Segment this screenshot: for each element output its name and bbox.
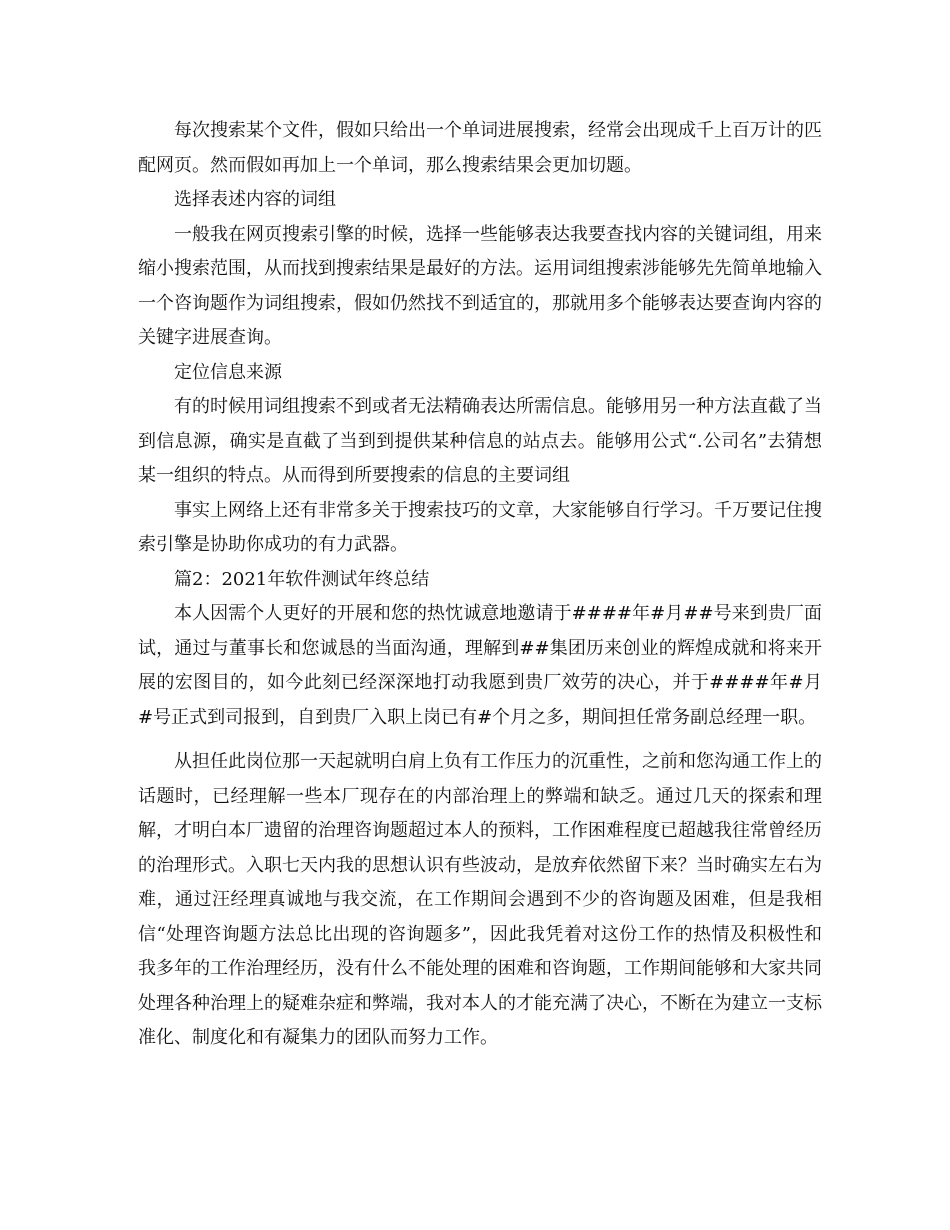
paragraph-introduction: 本人因需个人更好的开展和您的热忱诚意地邀请于####年#月##号来到贵厂面试，通过与董事长和您诚恳的当面沟通，理解到##集团历来创业的辉煌成就和将来开展的宏图目的，如今此刻已经深深地打动我愿到贵厂效劳的决心，并于####年#月#号正式到司报到，自到贵厂入职上岗已有#个月之多，期间担任常务副总经理一职。 xyxy=(138,603,822,728)
paragraph-work-experience: 从担任此岗位那一天起就明白肩上负有工作压力的沉重性，之前和您沟通工作上的话题时，已经理解一些本厂现存在的内部治理上的弊端和缺乏。通过几天的探索和理解，才明白本厂遗留的治理咨询题超过本人的预料，工作困难程度已超越我往常曾经历的治理形式。入职七天内我的思想认识有些波动，是放弃依然留下来？当时确实左右为难，通过汪经理真诚地与我交流，在工作期间会遇到不少的咨询题及困难，但是我相信“处理咨询题方法总比出现的咨询题多”，因此我凭着对这份工作的热情及积极性和我多年的工作治理经历，没有什么不能处理的困难和咨询题，工作期间能够和大家共同处理各种治理上的疑难杂症和弊端，我对本人的才能充满了决心，不断在为建立一支标准化、制度化和有凝集力的团队而努力工作。 xyxy=(138,751,822,1048)
paragraph-gap xyxy=(138,735,822,745)
paragraph-search-tips: 事实上网络上还有非常多关于搜索技巧的文章，大家能够自行学习。千万要记住搜索引擎是协助你成功的有力武器。 xyxy=(138,499,822,555)
document-body xyxy=(138,114,822,1056)
heading-locate-source: 定位信息来源 xyxy=(174,361,282,383)
paragraph-phrase-search: 一般我在网页搜索引擎的时候，选择一些能够表达我要查找内容的关键词组，用来缩小搜索范围，从而找到搜索结果是最好的方法。运用词组搜索涉能够先先简单地输入一个咨询题作为词组搜索，假如仍然找不到适宜的，那就用多个能够表达要查询内容的关键字进展查询。 xyxy=(138,223,822,348)
paragraph-search-single-word: 每次搜索某个文件，假如只给出一个单词进展搜索，经常会出现成千上百万计的匹配网页。然而假如再加上一个单词，那么搜索结果会更加切题。 xyxy=(138,120,822,176)
heading-choose-phrases: 选择表述内容的词组 xyxy=(174,189,336,210)
heading-article-2: 篇2：2021年软件测试年终总结 xyxy=(174,568,430,590)
paragraph-locate-source: 有的时候用词组搜索不到或者无法精确表达所需信息。能够用另一种方法直截了当到信息源，确实是直截了当到到提供某种信息的站点去。能够用公式“.公司名”去猜想某一组织的特点。从而得到所要搜索的信息的主要词组 xyxy=(138,396,822,486)
